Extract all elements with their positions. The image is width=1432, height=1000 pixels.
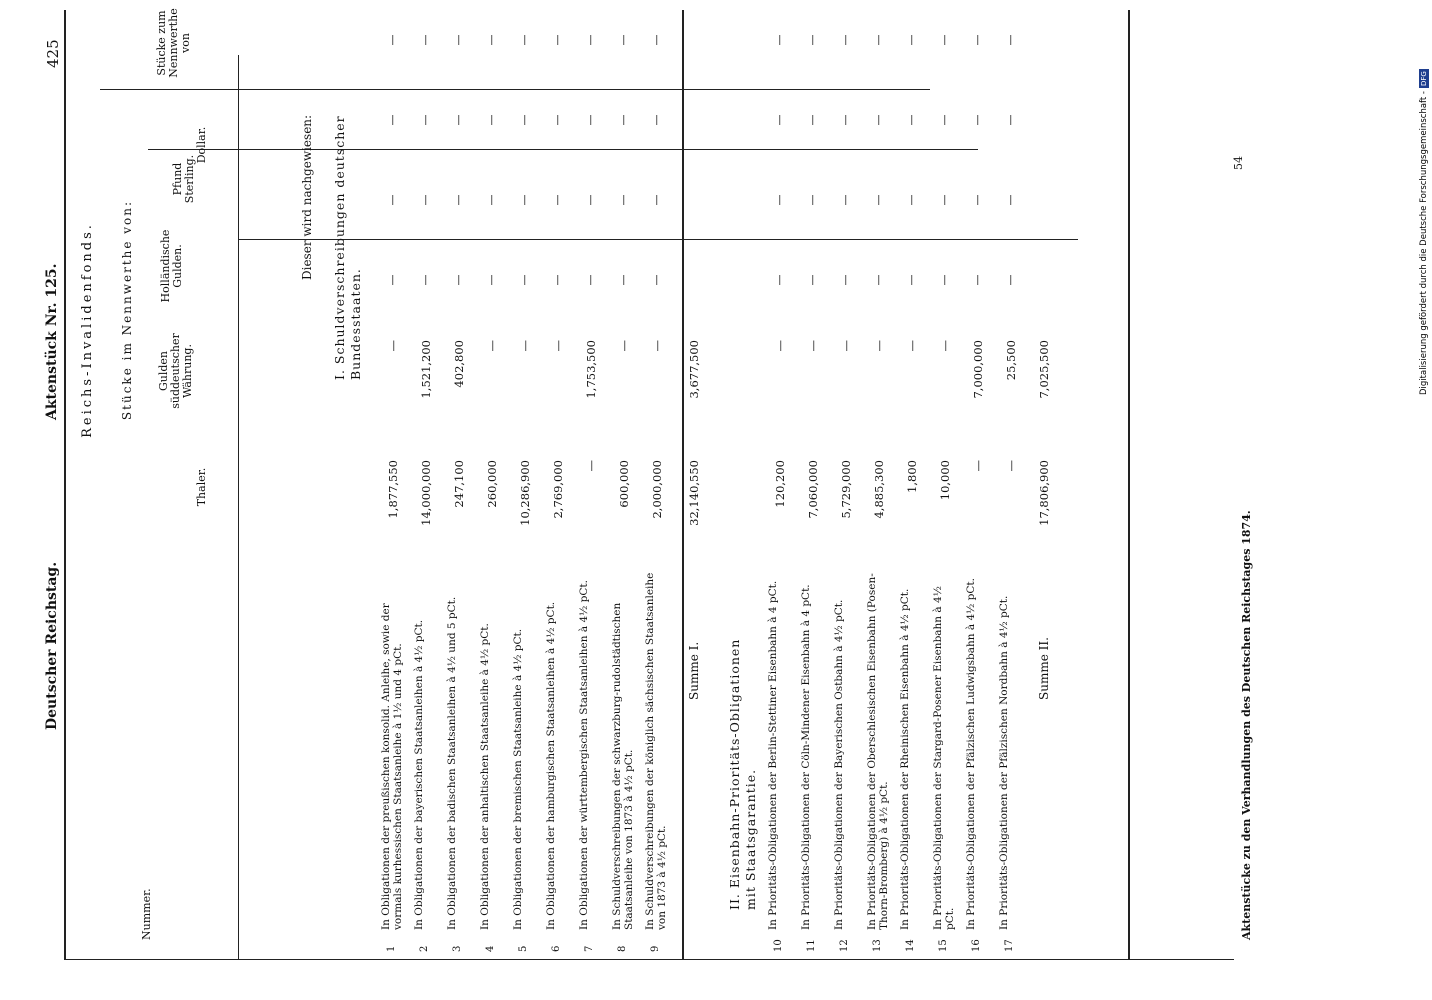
sum-2-gulden: 7,025,500 xyxy=(1037,340,1051,399)
row-description: In Prioritäts-Obligationen der Pfälzischen Nordbahn à 4½ pCt. xyxy=(998,595,1010,930)
gulden-value: — xyxy=(938,340,952,352)
text-column-rule xyxy=(682,10,684,960)
row-number: 13 xyxy=(872,939,883,952)
empty-cell: — xyxy=(938,114,951,126)
empty-cell: — xyxy=(617,274,630,286)
col-stuecke: Stücke zum Nennwerthe von xyxy=(155,8,192,78)
thaler-value: 600,000 xyxy=(617,460,631,508)
empty-cell: — xyxy=(905,34,918,46)
empty-cell: — xyxy=(806,194,819,206)
running-head-center: Aktenstück Nr. 125. xyxy=(44,263,60,420)
gulden-value: 402,800 xyxy=(452,340,466,388)
gulden-value: — xyxy=(650,340,664,352)
dfg-badge: DFG xyxy=(1419,71,1428,87)
row-number: 8 xyxy=(617,945,628,952)
row-description: In Schuldverschreibungen der schwarzburg-rudolstädtischen Staatsanleihe von 1873 à 4½ pCt. xyxy=(611,602,635,930)
empty-cell: — xyxy=(452,194,465,206)
gulden-value: 7,000,000 xyxy=(971,340,985,399)
col-pfund: Pfund Sterling. xyxy=(171,154,196,204)
empty-cell: — xyxy=(773,34,786,46)
header-rule xyxy=(64,10,66,960)
thaler-value: 14,000,000 xyxy=(419,460,433,526)
empty-cell: — xyxy=(386,274,399,286)
empty-cell: — xyxy=(419,274,432,286)
empty-cell: — xyxy=(971,114,984,126)
header-divider-2 xyxy=(100,89,930,90)
empty-cell: — xyxy=(806,274,819,286)
running-head-left: Deutscher Reichstag. xyxy=(44,561,60,730)
thaler-value: 10,000 xyxy=(938,460,952,501)
gulden-value: — xyxy=(386,340,400,352)
left-border xyxy=(64,959,1234,960)
row-description: In Obligationen der bremischen Staatsanleihe à 4½ pCt. xyxy=(512,628,524,930)
thaler-value: 260,000 xyxy=(485,460,499,508)
row-number: 6 xyxy=(551,945,562,952)
thaler-value: — xyxy=(1004,460,1018,472)
empty-cell: — xyxy=(872,194,885,206)
header-divider xyxy=(148,149,978,150)
empty-cell: — xyxy=(485,274,498,286)
gulden-value: — xyxy=(905,340,919,352)
col-gulden: Gulden süddeutscher Währung. xyxy=(157,333,194,409)
empty-cell: — xyxy=(419,114,432,126)
empty-cell: — xyxy=(938,274,951,286)
col-dollar: Dollar. xyxy=(195,126,208,164)
empty-cell: — xyxy=(1004,34,1017,46)
empty-cell: — xyxy=(518,114,531,126)
thaler-value: 10,286,900 xyxy=(518,460,532,526)
empty-cell: — xyxy=(551,274,564,286)
empty-cell: — xyxy=(518,274,531,286)
empty-cell: — xyxy=(1004,194,1017,206)
row-number: 15 xyxy=(938,939,949,952)
empty-cell: — xyxy=(971,34,984,46)
gulden-value: 1,753,500 xyxy=(584,340,598,399)
row-number: 16 xyxy=(971,939,982,952)
number-column-rule xyxy=(238,55,239,960)
row-description: In Obligationen der hamburgischen Staatsanleihen à 4½ pCt. xyxy=(545,601,557,930)
empty-cell: — xyxy=(551,194,564,206)
gulden-value: — xyxy=(551,340,565,352)
empty-cell: — xyxy=(650,194,663,206)
row-description: In Prioritäts-Obligationen der Cöln-Mindener Eisenbahn à 4 pCt. xyxy=(800,584,812,930)
sum-1-thaler: 32,140,550 xyxy=(687,460,701,526)
empty-cell: — xyxy=(386,34,399,46)
row-number: 4 xyxy=(485,945,496,952)
empty-cell: — xyxy=(872,34,885,46)
empty-cell: — xyxy=(1004,274,1017,286)
empty-cell: — xyxy=(419,194,432,206)
gulden-value: — xyxy=(872,340,886,352)
gulden-value: 1,521,200 xyxy=(419,340,433,399)
empty-cell: — xyxy=(584,194,597,206)
thaler-value: 2,000,000 xyxy=(650,460,664,519)
source-line: Aktenstücke zu den Verhandlungen des Deutschen Reichstages 1874. xyxy=(1240,510,1253,940)
empty-cell: — xyxy=(617,114,630,126)
row-description: In Obligationen der preußischen konsolid. Anleihe, sowie der vormals kurhessischen Staatsanleihe à 1½ und 4 pCt. xyxy=(380,603,404,930)
row-description: In Prioritäts-Obligationen der Pfälzischen Ludwigsbahn à 4½ pCt. xyxy=(965,578,977,930)
row-number: 17 xyxy=(1004,939,1015,952)
value-columns-bottom xyxy=(1128,10,1130,960)
gulden-value: 25,500 xyxy=(1004,340,1018,381)
row-description: In Prioritäts-Obligationen der Rheinischen Eisenbahn à 4½ pCt. xyxy=(899,588,911,930)
gulden-value: — xyxy=(617,340,631,352)
thaler-value: 2,769,000 xyxy=(551,460,565,519)
sum-1-gulden: 3,677,500 xyxy=(687,340,701,399)
empty-cell: — xyxy=(839,274,852,286)
signature-mark: 54 xyxy=(1232,156,1245,170)
row-number: 11 xyxy=(806,939,817,952)
empty-cell: — xyxy=(485,34,498,46)
empty-cell: — xyxy=(773,194,786,206)
thaler-value: — xyxy=(971,460,985,472)
empty-cell: — xyxy=(518,34,531,46)
empty-cell: — xyxy=(650,274,663,286)
empty-cell: — xyxy=(806,114,819,126)
empty-cell: — xyxy=(905,274,918,286)
section-1-title: I. Schuldverschreibungen deutscher Bundesstaaten. xyxy=(332,115,363,380)
empty-cell: — xyxy=(971,274,984,286)
row-description: In Schuldverschreibungen der königlich sächsischen Staatsanleihe von 1873 à 4½ pCt. xyxy=(644,572,668,930)
empty-cell: — xyxy=(938,34,951,46)
row-number: 2 xyxy=(419,945,430,952)
empty-cell: — xyxy=(584,274,597,286)
thaler-value: 247,100 xyxy=(452,460,466,508)
empty-cell: — xyxy=(386,114,399,126)
row-description: In Prioritäts-Obligationen der Oberschlesischen Eisenbahn (Posen-Thorn-Bromberg) à 4½ pCt. xyxy=(866,573,890,930)
empty-cell: — xyxy=(971,194,984,206)
nominal-header: Stücke im Nennwerthe von: xyxy=(120,199,134,421)
row-number: 7 xyxy=(584,945,595,952)
fund-title: Reichs-Invalidenfonds. xyxy=(80,222,95,438)
empty-cell: — xyxy=(485,114,498,126)
number-column-label: Nummer. xyxy=(140,888,153,940)
row-number: 9 xyxy=(650,945,661,952)
empty-cell: — xyxy=(872,114,885,126)
empty-cell: — xyxy=(617,34,630,46)
col-hollandisch: Holländische Gulden. xyxy=(159,229,184,303)
page-number: 425 xyxy=(44,39,62,68)
intro-line: Dieser wird nachgewiesen: xyxy=(300,114,314,280)
sum-2-label: Summe II. xyxy=(1037,637,1051,700)
section-2-title: II. Eisenbahn-Prioritäts-Obligationen mit Staatsgarantie. xyxy=(727,638,758,910)
thaler-value: 4,885,300 xyxy=(872,460,886,519)
empty-cell: — xyxy=(773,114,786,126)
row-number: 5 xyxy=(518,945,529,952)
empty-cell: — xyxy=(839,194,852,206)
empty-cell: — xyxy=(905,194,918,206)
empty-cell: — xyxy=(551,114,564,126)
thaler-value: 1,800 xyxy=(905,460,919,493)
row-number: 12 xyxy=(839,939,850,952)
row-description: In Obligationen der badischen Staatsanleihen à 4½ und 5 pCt. xyxy=(446,596,458,930)
gulden-value: — xyxy=(839,340,853,352)
empty-cell: — xyxy=(518,194,531,206)
thaler-value: — xyxy=(584,460,598,472)
empty-cell: — xyxy=(839,114,852,126)
sidebar-credit xyxy=(1414,0,1432,395)
row-description: In Prioritäts-Obligationen der Stargard-Posener Eisenbahn à 4½ pCt. xyxy=(932,586,956,930)
empty-cell: — xyxy=(872,274,885,286)
empty-cell: — xyxy=(452,274,465,286)
sum-1-label: Summe I. xyxy=(687,641,701,700)
empty-cell: — xyxy=(452,34,465,46)
empty-cell: — xyxy=(419,34,432,46)
thaler-value: 120,200 xyxy=(773,460,787,508)
empty-cell: — xyxy=(1004,114,1017,126)
thaler-value: 1,877,550 xyxy=(386,460,400,519)
row-description: In Obligationen der württembergischen Staatsanleihen à 4½ pCt. xyxy=(578,580,590,930)
row-number: 1 xyxy=(386,945,397,952)
row-description: In Obligationen der anhaltischen Staatsanleihe à 4½ pCt. xyxy=(479,623,491,930)
digitization-sidebar xyxy=(1412,0,1432,1000)
empty-cell: — xyxy=(584,114,597,126)
sidebar-text: Digitalisierung gefördert durch die Deutsche Forschungsgemeinschaft - xyxy=(1419,91,1429,395)
sum-2-thaler: 17,806,900 xyxy=(1037,460,1051,526)
row-number: 14 xyxy=(905,939,916,952)
empty-cell: — xyxy=(905,114,918,126)
gulden-value: — xyxy=(485,340,499,352)
empty-cell: — xyxy=(650,34,663,46)
col-thaler: Thaler. xyxy=(195,467,208,507)
empty-cell: — xyxy=(806,34,819,46)
empty-cell: — xyxy=(938,194,951,206)
row-number: 3 xyxy=(452,945,463,952)
empty-cell: — xyxy=(773,274,786,286)
empty-cell: — xyxy=(650,114,663,126)
thaler-value: 5,729,000 xyxy=(839,460,853,519)
row-description: In Prioritäts-Obligationen der Berlin-Stettiner Eisenbahn à 4 pCt. xyxy=(767,580,779,930)
empty-cell: — xyxy=(386,194,399,206)
empty-cell: — xyxy=(584,34,597,46)
empty-cell: — xyxy=(839,34,852,46)
body-top-rule xyxy=(238,239,1078,240)
gulden-value: — xyxy=(806,340,820,352)
thaler-value: 7,060,000 xyxy=(806,460,820,519)
row-description: In Prioritäts-Obligationen der Bayerischen Ostbahn à 4½ pCt. xyxy=(833,599,845,930)
gulden-value: — xyxy=(773,340,787,352)
empty-cell: — xyxy=(485,194,498,206)
row-description: In Obligationen der bayerischen Staatsanleihen à 4½ pCt. xyxy=(413,619,425,930)
empty-cell: — xyxy=(617,194,630,206)
row-number: 10 xyxy=(773,939,784,952)
empty-cell: — xyxy=(452,114,465,126)
empty-cell: — xyxy=(551,34,564,46)
gulden-value: — xyxy=(518,340,532,352)
